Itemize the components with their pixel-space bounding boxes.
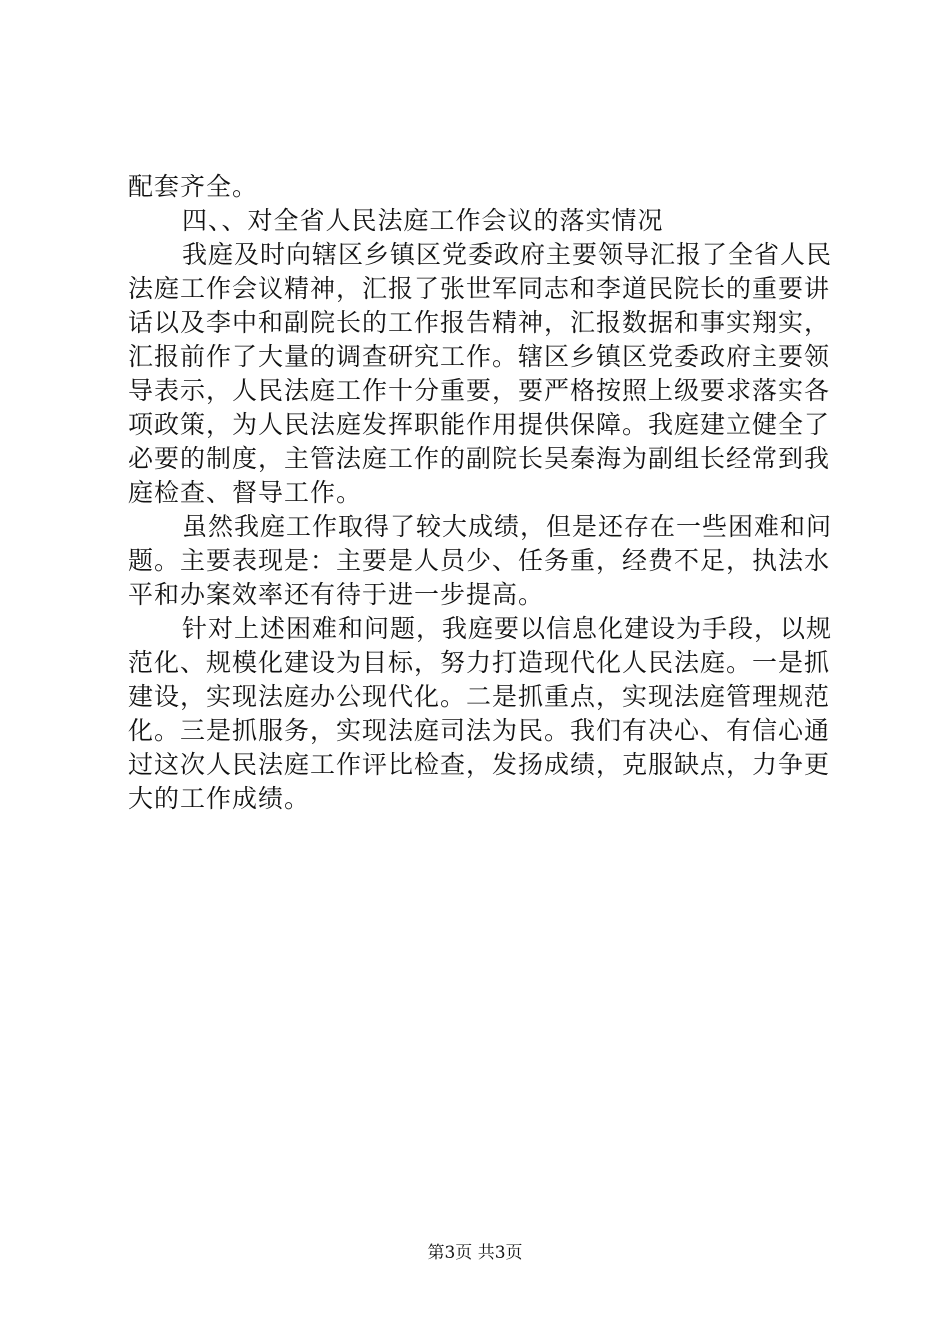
document-body — [128, 170, 833, 816]
text-line: 配套齐全。 — [128, 172, 259, 201]
text-line: 话以及李中和副院长的工作报告精神，汇报数据和事实翔实， — [128, 308, 831, 337]
text-line: 我庭及时向辖区乡镇区党委政府主要领导汇报了全省人民 — [182, 240, 833, 269]
text-line: 化。三是抓服务，实现法庭司法为民。我们有决心、有信心通 — [128, 716, 831, 745]
page-number-footer: 第3页 共3页 — [427, 1243, 523, 1263]
text-line: 必要的制度，主管法庭工作的副院长吴秦海为副组长经常到我 — [128, 444, 831, 473]
text-line: 范化、规模化建设为目标，努力打造现代化人民法庭。一是抓 — [128, 648, 831, 677]
text-line: 过这次人民法庭工作评比检查，发扬成绩，克服缺点，力争更 — [128, 750, 831, 779]
text-line: 建设，实现法庭办公现代化。二是抓重点，实现法庭管理规范 — [128, 682, 831, 711]
text-line: 针对上述困难和问题，我庭要以信息化建设为手段，以规 — [182, 614, 833, 643]
text-line: 题。主要表现是：主要是人员少、任务重，经费不足，执法水 — [128, 546, 831, 575]
text-line: 法庭工作会议精神，汇报了张世军同志和李道民院长的重要讲 — [128, 274, 831, 303]
text-line: 项政策，为人民法庭发挥职能作用提供保障。我庭建立健全了 — [128, 410, 831, 439]
text-line: 平和办案效率还有待于进一步提高。 — [128, 580, 545, 609]
text-line: 汇报前作了大量的调查研究工作。辖区乡镇区党委政府主要领 — [128, 342, 831, 371]
section-heading: 四、、对全省人民法庭工作会议的落实情况 — [182, 206, 664, 235]
text-line: 导表示，人民法庭工作十分重要，要严格按照上级要求落实各 — [128, 376, 831, 405]
text-line: 虽然我庭工作取得了较大成绩，但是还存在一些困难和问 — [182, 512, 833, 541]
text-line: 庭检查、督导工作。 — [128, 478, 363, 507]
text-line: 大的工作成绩。 — [128, 784, 311, 813]
